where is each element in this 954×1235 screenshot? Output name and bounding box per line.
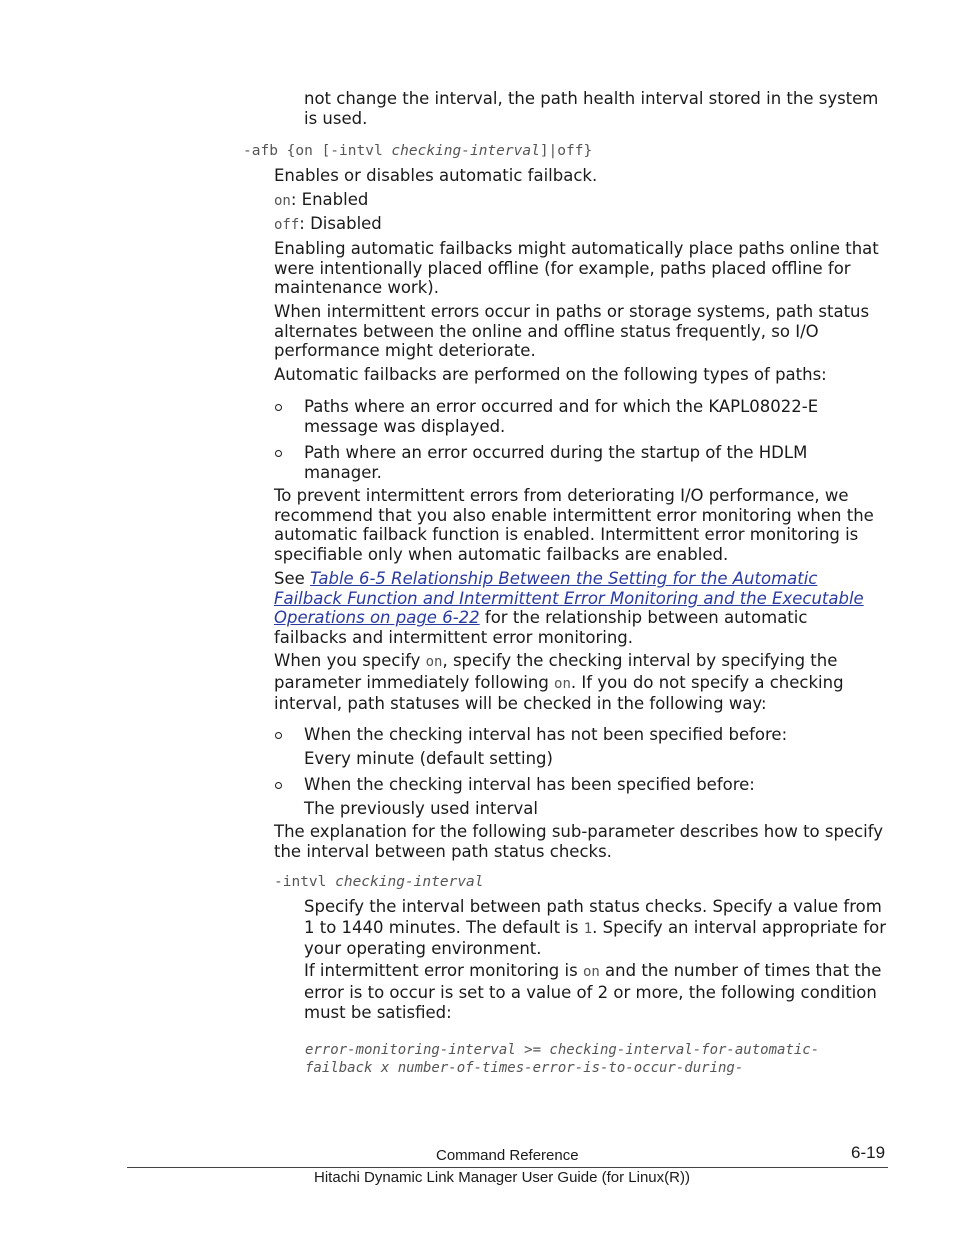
intvl-paragraph-2 <box>304 961 888 1024</box>
on-text: : Enabled <box>290 190 369 209</box>
list-item <box>274 725 888 768</box>
list-item-subtext: The previously used interval <box>304 798 538 818</box>
list-item <box>274 443 888 482</box>
afb-paragraph-3: Automatic failbacks are performed on the following types of paths: <box>274 365 827 384</box>
afb-paragraph-2: When intermittent errors occur in paths or storage systems, path status alternates between the online and offline status frequently, so I/O performance might deteriorate. <box>274 302 870 361</box>
intvl-default-code: 1 <box>583 920 593 937</box>
condition-formula <box>305 1042 905 1077</box>
page-number: 6-19 <box>851 1143 886 1162</box>
list-item <box>274 397 888 436</box>
intvl-p1-text-a: Specify the interval between path status checks. Specify a value from 1 to 1440 minutes. The default is <box>304 897 882 937</box>
p6-text-c: . If you do not specify a checking interval, path statuses will be checked in the following way: <box>274 672 844 713</box>
intvl-on-code: on <box>582 964 600 980</box>
afb-paragraph-4: To prevent intermittent errors from deteriorating I/O performance, we recommend that you also enable intermittent error monitoring when the automatic failback function is enabled. Intermittent error monitoring is specifiable only when automatic failbacks are enabled. <box>274 486 874 564</box>
see-suffix: for the relationship between automatic failbacks and intermittent error monitoring. <box>274 608 808 647</box>
on-code: on <box>274 193 291 209</box>
table-6-5-link[interactable]: Table 6-5 Relationship Between the Setting for the Automatic Failback Function and Intermittent Error Monitoring and the Executable Operations on page 6-22 <box>274 569 864 628</box>
intvl-syntax-prefix: -intvl <box>274 874 336 890</box>
intvl-p2-text-a: If intermittent error monitoring is <box>304 961 583 980</box>
afb-off-option <box>274 214 884 236</box>
continuation-line-2: is used. <box>304 108 368 128</box>
list-item <box>274 775 888 818</box>
list-item-text: When the checking interval has not been specified before: <box>304 725 788 744</box>
off-text: : Disabled <box>299 214 382 233</box>
intvl-syntax-italic: checking-interval <box>335 874 484 890</box>
footer-divider <box>127 1167 888 1168</box>
afb-see-paragraph <box>274 569 884 647</box>
list-item-text: Paths where an error occurred and for which the KAPL08022-E message was displayed. <box>304 397 819 436</box>
continuation-text <box>304 89 888 128</box>
p6-text-a: When you specify <box>274 651 426 670</box>
footer-book-title: Hitachi Dynamic Link Manager User Guide (for Linux(R)) <box>314 1169 690 1186</box>
afb-on-option <box>274 190 884 212</box>
footer-section-title: Command Reference <box>436 1147 579 1164</box>
afb-syntax <box>243 143 592 159</box>
list-item-subtext: Every minute (default setting) <box>304 748 553 768</box>
list-item-text: When the checking interval has been specified before: <box>304 775 755 794</box>
see-prefix: See <box>274 569 311 588</box>
formula-line-1: error-monitoring-interval >= checking-interval-for-automatic- <box>305 1042 820 1058</box>
off-code: off <box>274 217 300 233</box>
continuation-line-1: not change the interval, the path health interval stored in the system <box>304 89 879 108</box>
afb-paragraph-6 <box>274 651 884 715</box>
intvl-p1-text-b: . Specify an interval appropriate for your operating environment. <box>304 917 886 958</box>
afb-paragraph-7: The explanation for the following sub-parameter describes how to specify the interval between path status checks. <box>274 822 884 861</box>
p6-code-on-2: on <box>554 675 571 692</box>
list-item-text: Path where an error occurred during the startup of the HDLM manager. <box>304 443 808 482</box>
afb-syntax-italic: checking-interval <box>391 143 540 159</box>
afb-paragraph-1: Enabling automatic failbacks might automatically place paths online that were intentionally placed offline (for example, paths placed offline for maintenance work). <box>274 239 879 298</box>
intvl-p2-text-b: and the number of times that the error is to occur is set to a value of 2 or more, the following condition must be satisfied: <box>304 961 882 1022</box>
intvl-paragraph-1 <box>304 897 888 960</box>
p6-code-on-1: on <box>425 654 443 670</box>
afb-syntax-suffix: ]|off} <box>539 143 593 159</box>
afb-syntax-prefix: -afb {on [-intvl <box>243 143 392 159</box>
intvl-syntax <box>274 874 484 890</box>
p6-text-b: , specify the checking interval by specifying the parameter immediately following <box>274 651 838 692</box>
formula-line-2: failback x number-of-times-error-is-to-occur-during- <box>305 1059 744 1076</box>
afb-description: Enables or disables automatic failback. <box>274 166 598 185</box>
